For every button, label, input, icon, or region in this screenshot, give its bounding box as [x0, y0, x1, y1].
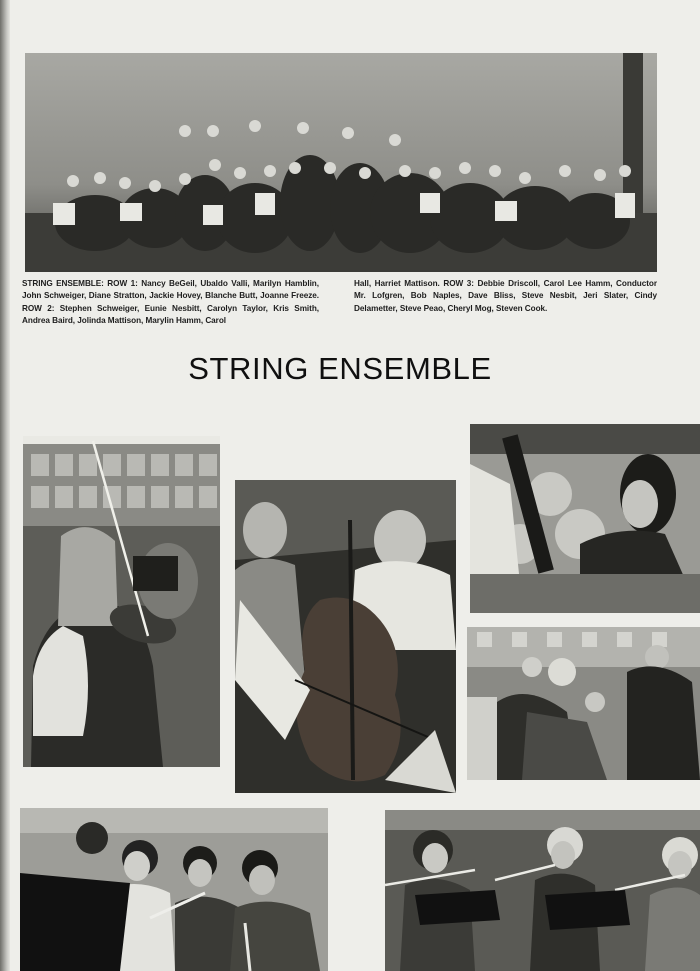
- cello-player-photo: [235, 480, 456, 793]
- group-photo: [25, 53, 657, 272]
- bassoon-player-photo: [470, 424, 700, 613]
- page-title: STRING ENSEMBLE: [188, 351, 492, 386]
- photo-caption-left: STRING ENSEMBLE: ROW 1: Nancy BeGeil, Ubaldo Valli, Marilyn Hamblin, John Schweiger, Diane Stratton, Jackie Hovey, Blanche Butt, Joanne Freeze. ROW 2: Stephen Schweiger, Eunie Nesbitt, Carolyn Taylor, Kris Smith, Andrea Baird, Jolinda Mattison, Marylin Hamm, Carol: [22, 279, 319, 326]
- band-class-photo: [467, 627, 700, 780]
- violin-player-photo: [23, 436, 220, 767]
- photo-caption-right: Hall, Harriet Mattison. ROW 3: Debbie Driscoll, Carol Lee Hamm, Conductor Mr. Lofgren, Bob Naples, Dave Bliss, Steve Nesbit, Jeri Slater, Cindy Delametter, Steve Peao, Cheryl Mog, Steven Cook.: [354, 279, 657, 313]
- brass-players-photo: [20, 808, 328, 971]
- flute-players-photo: [385, 810, 700, 971]
- page-binding-edge: [0, 0, 10, 971]
